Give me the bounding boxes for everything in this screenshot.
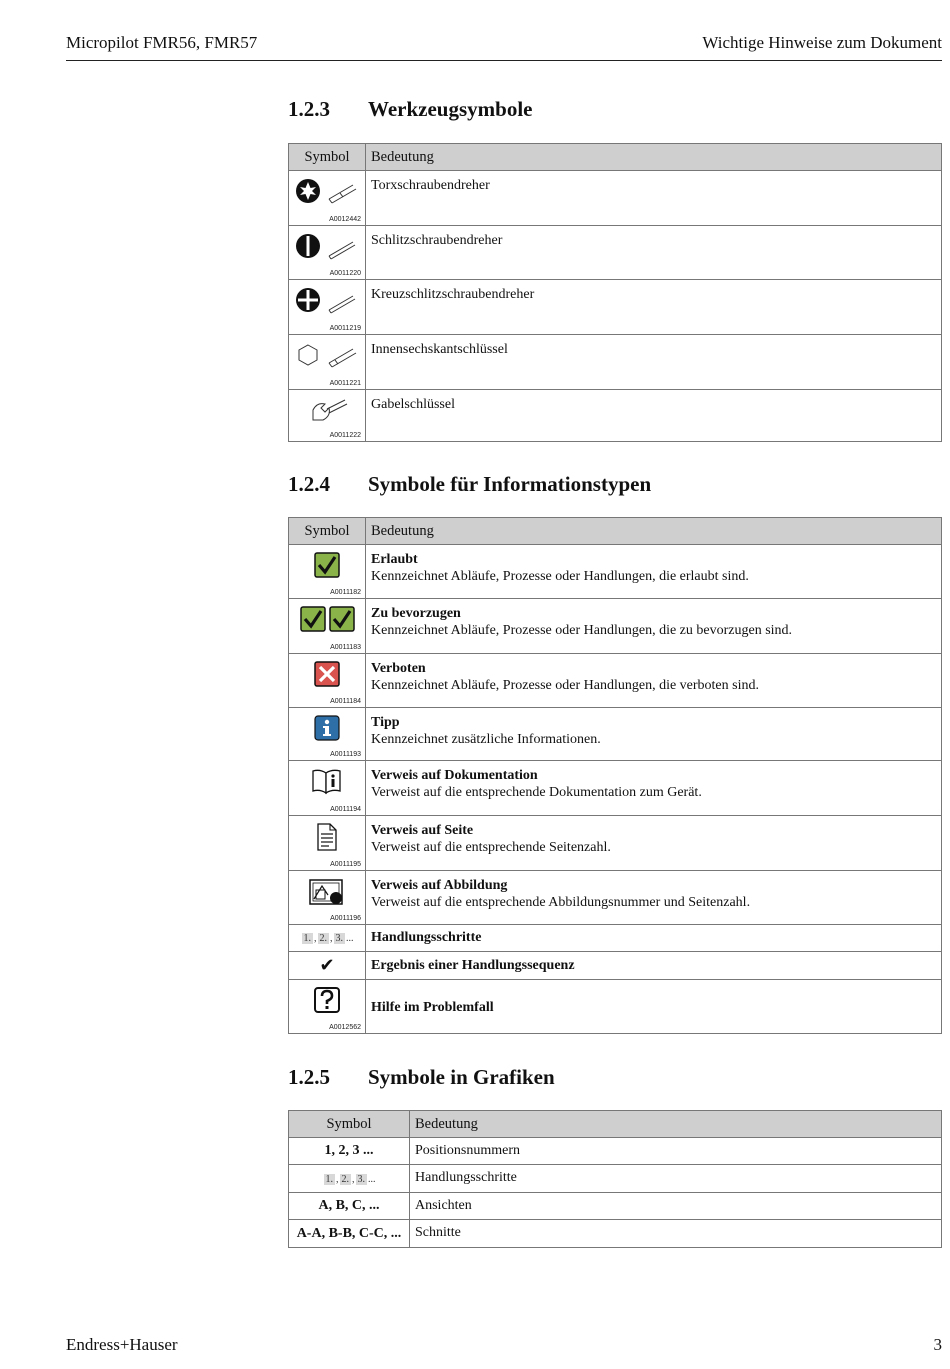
table-row (289, 390, 942, 442)
steps-ellipsis: ... (346, 933, 354, 944)
step-number: 3. (357, 1173, 365, 1185)
symbol-cell: A-A, B-B, C-C, ... (289, 1220, 410, 1248)
meaning-title: Hilfe im Problemfall (366, 980, 942, 1034)
forbidden-x-icon (313, 660, 343, 690)
symbol-cell (289, 871, 366, 925)
meaning-text: Kennzeichnet Abläufe, Prozesse oder Handlungen, die zu bevorzugen sind. (371, 623, 793, 638)
table-row (289, 871, 942, 925)
info-symbols-table (288, 517, 942, 1034)
table-row (289, 599, 942, 654)
preferred-check-icon (299, 605, 359, 635)
table-row (289, 280, 942, 335)
table-row (289, 226, 942, 280)
allowed-check-icon (313, 551, 343, 581)
column-header-symbol: Symbol (289, 1111, 410, 1138)
figure-reference-icon (307, 877, 347, 909)
documentation-book-icon (311, 767, 345, 797)
step-number: 1. (303, 933, 311, 944)
meaning-cell (366, 871, 942, 925)
step-number: 2. (319, 933, 327, 944)
step-number: 2. (341, 1173, 349, 1185)
torx-icon (295, 177, 359, 211)
meaning-title: Zu bevorzugen (371, 606, 461, 621)
meaning-title: Verweis auf Dokumentation (371, 768, 538, 783)
meaning-cell: Positionsnummern (410, 1138, 942, 1165)
step-number: 1. (325, 1173, 333, 1185)
header-document-title: Micropilot FMR56, FMR57 (66, 33, 258, 52)
meaning-text: Kennzeichnet zusätzliche Informationen. (371, 732, 601, 747)
table-row (289, 654, 942, 708)
meaning-cell: Schnitte (410, 1220, 942, 1248)
meaning-text: Kennzeichnet Abläufe, Prozesse oder Handlungen, die erlaubt sind. (371, 569, 749, 584)
symbol-cell (289, 171, 366, 226)
result-check-icon: ✔ (289, 952, 366, 980)
meaning-cell: Handlungsschritte (410, 1165, 942, 1193)
page-header (66, 30, 942, 61)
table-row (289, 1193, 942, 1220)
meaning-cell (366, 599, 942, 654)
table-header-row (289, 1111, 942, 1138)
meaning-title: Ergebnis einer Handlungssequenz (366, 952, 942, 980)
table-row (289, 980, 942, 1034)
symbol-cell (289, 761, 366, 816)
section-title: Symbole für Informationstypen (368, 472, 652, 496)
info-icon (313, 714, 343, 744)
figure-code: A0011184 (330, 698, 361, 705)
table-row (289, 761, 942, 816)
section-number: 1.2.4 (288, 472, 330, 496)
figure-code: A0011193 (330, 751, 361, 758)
meaning-text: Verweist auf die entsprechende Dokumentation zum Gerät. (371, 785, 702, 800)
footer-brand: Endress+Hauser (66, 1335, 178, 1354)
meaning-cell: Gabelschlüssel (366, 390, 942, 442)
table-row (289, 545, 942, 599)
meaning-text: Verweist auf die entsprechende Abbildungsnummer und Seitenzahl. (371, 895, 751, 910)
section-heading-tools (288, 97, 532, 122)
steps-icon: 1. , 2. , 3. ... (303, 933, 354, 944)
graphic-symbols-table (288, 1110, 942, 1248)
symbol-cell: 1, 2, 3 ... (289, 1138, 410, 1165)
tool-symbols-table (288, 143, 942, 442)
help-question-icon (313, 986, 343, 1016)
meaning-text: Kennzeichnet Abläufe, Prozesse oder Handlungen, die verboten sind. (371, 678, 759, 693)
section-title: Werkzeugsymbole (368, 97, 533, 121)
header-chapter-title: Wichtige Hinweise zum Dokument (702, 33, 942, 52)
figure-code: A0011219 (329, 325, 361, 332)
symbol-cell (289, 335, 366, 390)
figure-code: A0011220 (329, 270, 361, 277)
steps-ellipsis: ... (368, 1173, 376, 1185)
section-heading-graphics (288, 1065, 555, 1090)
section-number: 1.2.3 (288, 97, 330, 121)
table-row (289, 171, 942, 226)
figure-code: A0012562 (329, 1024, 361, 1031)
meaning-title: Tipp (371, 715, 400, 730)
table-row (289, 1165, 942, 1193)
meaning-title: Handlungsschritte (366, 925, 942, 952)
hex-key-icon (295, 341, 359, 375)
figure-code: A0012442 (329, 216, 361, 223)
meaning-cell: Torxschraubendreher (366, 171, 942, 226)
table-row (289, 952, 942, 980)
meaning-cell (366, 708, 942, 761)
meaning-title: Erlaubt (371, 552, 418, 567)
figure-code: A0011183 (330, 644, 361, 651)
section-number: 1.2.5 (288, 1065, 330, 1089)
page-number: 3 (933, 1335, 942, 1354)
meaning-title: Verweis auf Abbildung (371, 878, 508, 893)
meaning-cell (366, 654, 942, 708)
symbol-cell (289, 390, 366, 442)
column-header-meaning: Bedeutung (410, 1111, 942, 1138)
table-header-row (289, 144, 942, 171)
phillips-screwdriver-icon (295, 286, 359, 320)
symbol-cell (289, 545, 366, 599)
meaning-cell: Kreuzschlitzschraubendreher (366, 280, 942, 335)
figure-code: A0011194 (330, 806, 361, 813)
symbol-cell (289, 226, 366, 280)
symbol-cell (289, 1165, 410, 1193)
table-row (289, 335, 942, 390)
column-header-symbol: Symbol (289, 144, 366, 171)
table-row (289, 1138, 942, 1165)
meaning-cell: Schlitzschraubendreher (366, 226, 942, 280)
table-row (289, 1220, 942, 1248)
meaning-cell (366, 545, 942, 599)
symbol-cell (289, 980, 366, 1034)
meaning-cell (366, 761, 942, 816)
step-number: 3. (335, 933, 343, 944)
table-row (289, 708, 942, 761)
section-title: Symbole in Grafiken (368, 1065, 555, 1089)
meaning-cell: Ansichten (410, 1193, 942, 1220)
figure-code: A0011222 (329, 432, 361, 439)
meaning-title: Verweis auf Seite (371, 823, 474, 838)
slotted-screwdriver-icon (295, 232, 359, 266)
section-heading-info-types (288, 472, 651, 497)
column-header-symbol: Symbol (289, 518, 366, 545)
table-header-row (289, 518, 942, 545)
symbol-cell (289, 925, 366, 952)
table-row (289, 925, 942, 952)
figure-code: A0011196 (330, 915, 361, 922)
page-reference-icon (315, 822, 341, 852)
meaning-cell: Innensechskantschlüssel (366, 335, 942, 390)
column-header-meaning: Bedeutung (366, 144, 942, 171)
symbol-cell (289, 816, 366, 871)
meaning-text: Verweist auf die entsprechende Seitenzahl. (371, 840, 611, 855)
symbol-cell (289, 599, 366, 654)
meaning-cell (366, 816, 942, 871)
meaning-title: Verboten (371, 661, 426, 676)
column-header-meaning: Bedeutung (366, 518, 942, 545)
open-end-wrench-icon (295, 396, 359, 430)
symbol-cell (289, 280, 366, 335)
figure-code: A0011182 (330, 589, 361, 596)
figure-code: A0011195 (330, 861, 361, 868)
steps-icon: 1. , 2. , 3. ... (325, 1173, 376, 1185)
figure-code: A0011221 (329, 380, 361, 387)
table-row (289, 816, 942, 871)
symbol-cell: A, B, C, ... (289, 1193, 410, 1220)
symbol-cell (289, 654, 366, 708)
symbol-cell (289, 708, 366, 761)
